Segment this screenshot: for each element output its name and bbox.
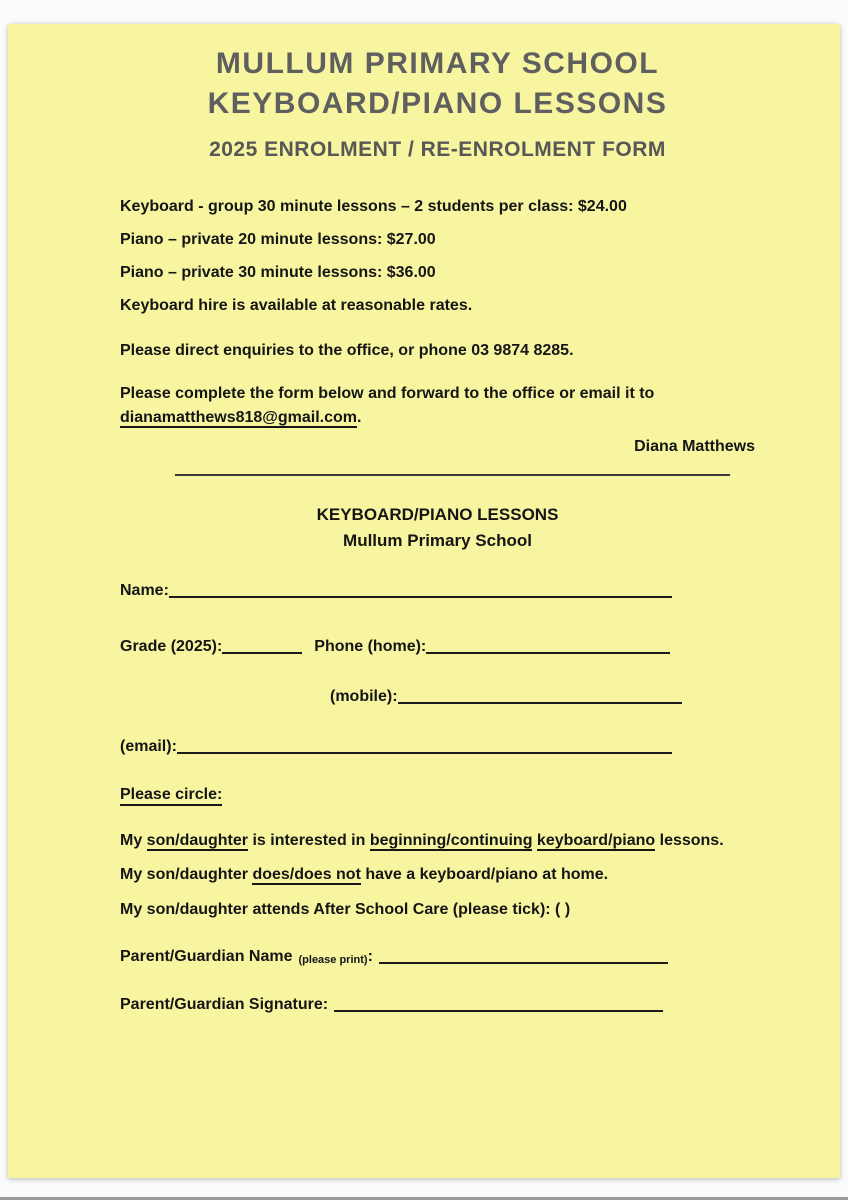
pricing-list <box>120 196 755 316</box>
document-subtitle: 2025 ENROLMENT / RE-ENROLMENT FORM <box>209 138 666 161</box>
form-heading <box>120 502 755 554</box>
beginning-continuing-option: beginning/continuing <box>369 832 533 849</box>
please-print-note: (please print) <box>298 954 368 966</box>
enquiries-text: Please direct enquiries to the office, or phone 03 9874 8285. <box>120 342 574 359</box>
phone-home-label: Phone (home): <box>314 638 427 655</box>
section-divider <box>175 474 730 476</box>
parent-signature-blank-line <box>334 1009 663 1012</box>
name-label: Name: <box>120 582 169 599</box>
form-heading-line-2: Mullum Primary School <box>343 531 532 550</box>
signoff-name: Diana Matthews <box>634 438 755 455</box>
phone-home-blank-line <box>426 651 670 654</box>
parent-name-blank-line <box>379 961 668 964</box>
email-blank-line <box>177 751 672 754</box>
parent-name-label: Parent/Guardian Name <box>120 948 293 965</box>
pricing-item: Keyboard - group 30 minute lessons – 2 students per class: $24.00 <box>120 198 627 215</box>
mobile-row <box>330 688 682 706</box>
email-field-label: (email): <box>120 738 177 755</box>
please-circle-heading: Please circle: <box>120 786 755 804</box>
title-line-1: MULLUM PRIMARY SCHOOL <box>215 47 660 80</box>
mobile-blank-line <box>398 701 682 704</box>
grade-phone-row <box>120 638 670 656</box>
form-heading-line-1: KEYBOARD/PIANO LESSONS <box>316 505 559 524</box>
document-page <box>8 24 840 1178</box>
email-period: . <box>357 409 362 426</box>
son-daughter-option: son/daughter <box>146 832 249 849</box>
parent-signature-label: Parent/Guardian Signature: <box>120 996 329 1013</box>
pricing-item: Keyboard hire is available at reasonable rates. <box>120 297 473 314</box>
grade-blank-line <box>222 651 302 654</box>
instructions-text <box>120 382 755 430</box>
parent-name-colon: : <box>367 948 373 965</box>
name-row <box>120 582 672 600</box>
name-blank-line <box>169 595 672 598</box>
title-line-2: KEYBOARD/PIANO LESSONS <box>207 87 668 120</box>
keyboard-piano-option: keyboard/piano <box>536 832 656 849</box>
circle-statement-2: My son/daughter does/does not have a keyboard/piano at home. <box>120 866 609 883</box>
circle-statement-3: My son/daughter attends After School Care (please tick): ( ) <box>120 901 571 918</box>
pricing-item: Piano – private 30 minute lessons: $36.00 <box>120 264 436 281</box>
mobile-label: (mobile): <box>330 688 398 705</box>
pricing-item: Piano – private 20 minute lessons: $27.00 <box>120 231 436 248</box>
grade-label: Grade (2025): <box>120 638 223 655</box>
circle-statement-1: My son/daughter is interested in beginning/continuing keyboard/piano lessons. <box>120 832 724 849</box>
email-row <box>120 738 672 756</box>
document-title <box>120 44 755 124</box>
email-address: dianamatthews818@gmail.com <box>120 409 358 426</box>
instructions-line: Please complete the form below and forward to the office or email it to <box>120 385 655 402</box>
does-does-not-option: does/does not <box>252 866 361 883</box>
parent-signature-row <box>120 996 663 1014</box>
parent-name-row <box>120 948 668 966</box>
